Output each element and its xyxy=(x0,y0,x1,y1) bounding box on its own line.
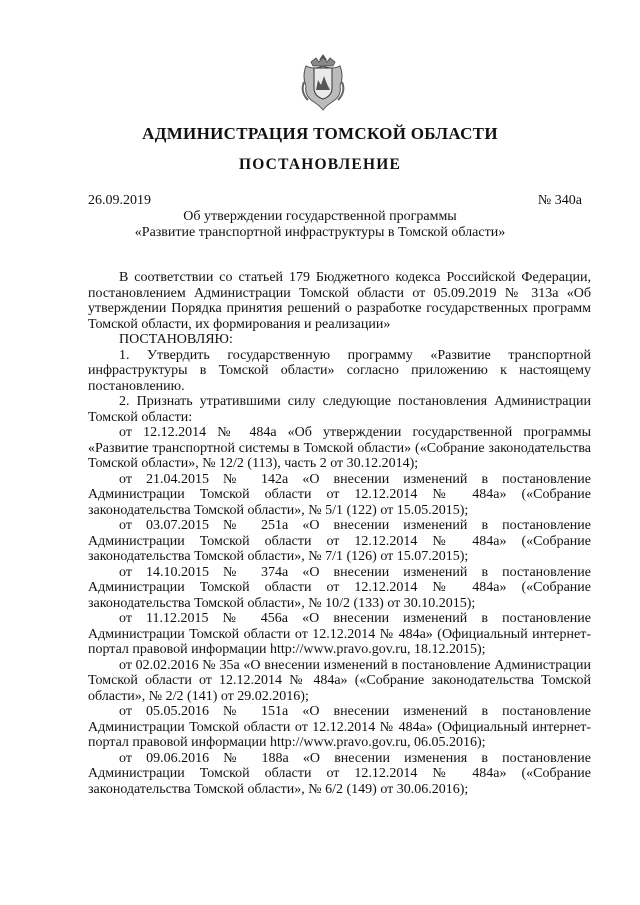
document-date: 26.09.2019 xyxy=(88,193,151,208)
subject-line-2: «Развитие транспортной инфраструктуры в Томской области» xyxy=(134,225,506,240)
repealed-decree-entry: от 11.12.2015 № 456а «О внесении изменений в постановление Администрации Томской области от 12.12.2014 № 484а» (Официальный интернет-портал правовой информации http://www.pravo.gov.ru, 18.12.2015); xyxy=(88,611,591,657)
document-type: ПОСТАНОВЛЕНИЕ xyxy=(238,156,402,173)
intro-paragraph: В соответствии со статьей 179 Бюджетного кодекса Российской Федерации, постановлением Администрации Томской области от 05.09.2019 № 313а «Об утверждении Порядка принятия решений о разработке государственных программ Томской области, их формирования и реализации» xyxy=(88,270,591,332)
repealed-decree-entry: от 14.10.2015 № 374а «О внесении изменений в постановление Администрации Томской области от 12.12.2014 № 484а» («Собрание законодательства Томской области», № 10/2 (133) от 30.10.2015); xyxy=(88,564,591,611)
item-2-paragraph: 2. Признать утратившими силу следующие постановления Администрации Томской области: xyxy=(88,394,591,425)
item-1-paragraph: 1. Утвердить государственную программу «Развитие транспортной инфраструктуры в Томской области» согласно приложению к настоящему постановлению. xyxy=(88,347,591,394)
organization-title: АДМИНИСТРАЦИЯ ТОМСКОЙ ОБЛАСТИ xyxy=(142,124,498,143)
subject-line-1: Об утверждении государственной программы xyxy=(183,209,457,224)
repealed-decree-entry: от 21.04.2015 № 142а «О внесении изменений в постановление Администрации Томской области от 12.12.2014 № 484а» («Собрание законодательства Томской области», № 5/1 (122) от 15.05.2015); xyxy=(88,471,591,518)
document-number: № 340а xyxy=(537,193,582,208)
document-subject xyxy=(0,209,640,241)
repealed-decree-entry: от 12.12.2014 № 484а «Об утверждении государственной программы «Развитие транспортной системы в Томской области» («Собрание законодательства Томской области», № 12/2 (113), часть 2 от 30.12.2014); xyxy=(88,425,591,471)
repealed-decree-entry: от 09.06.2016 № 188а «О внесении изменения в постановление Администрации Томской области от 12.12.2014 № 484а» («Собрание законодательства Томской области», № 6/2 (149) от 30.06.2016); xyxy=(88,750,591,797)
repealed-decree-entry: от 05.05.2016 № 151а «О внесении изменений в постановление Администрации Томской области от 12.12.2014 № 484а» (Официальный интернет-портал правовой информации http://www.pravo.gov.ru, 06.05.2016); xyxy=(88,704,591,750)
repealed-decree-entry: от 03.07.2015 № 251а «О внесении изменений в постановление Администрации Томской области от 12.12.2014 № 484а» («Собрание законодательства Томской области», № 7/1 (126) от 15.07.2015); xyxy=(88,518,591,564)
decree-word: ПОСТАНОВЛЯЮ: xyxy=(119,332,233,347)
document-body xyxy=(88,270,591,797)
tomsk-region-coat-of-arms-icon xyxy=(298,52,348,112)
repealed-decree-entry: от 02.02.2016 № 35а «О внесении изменений в постановление Администрации Томской области от 12.12.2014 № 484а» («Собрание законодательства Томской области», № 2/2 (141) от 29.02.2016); xyxy=(88,657,591,704)
